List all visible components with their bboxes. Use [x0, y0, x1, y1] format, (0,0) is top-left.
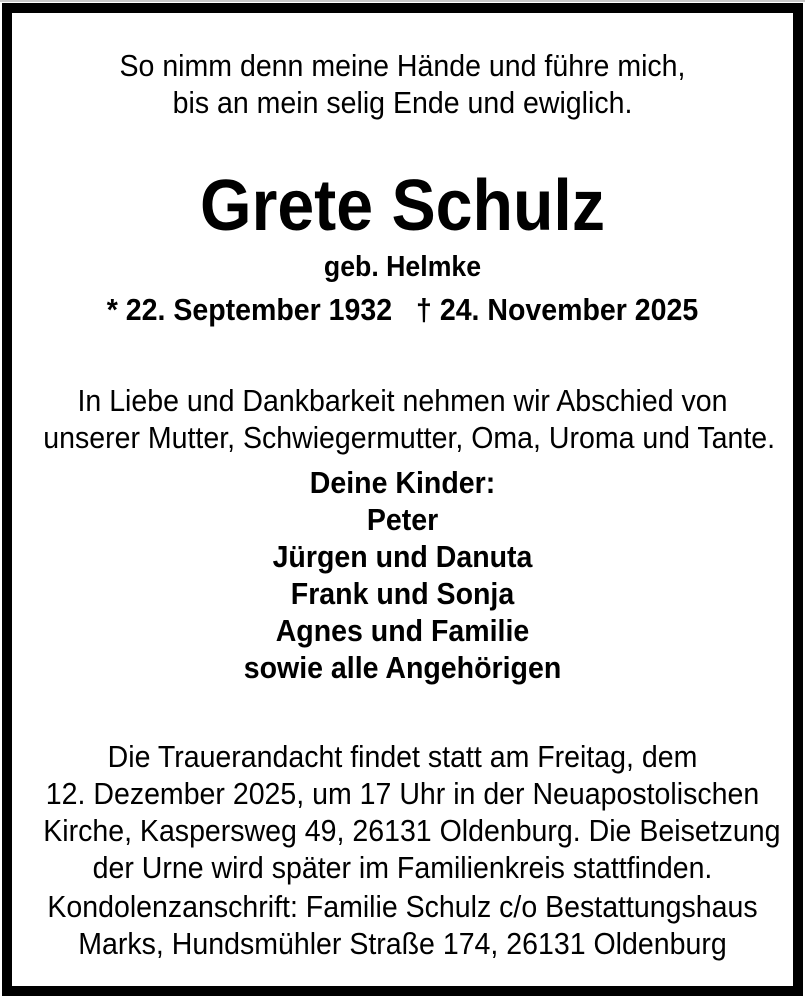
mourners-heading: Deine Kinder: [309, 465, 496, 500]
service-line: der Urne wird später im Familienkreis stattfinden. [92, 850, 713, 885]
farewell-line: In Liebe und Dankbarkeit nehmen wir Abschied von [77, 383, 728, 418]
service-line: Die Trauerandacht findet statt am Freitag, dem [107, 739, 698, 774]
service-line: 12. Dezember 2025, um 17 Uhr in der Neuapostolischen [45, 776, 760, 811]
verse-line: So nimm denn meine Hände und führe mich, [119, 48, 686, 83]
farewell-paragraph [43, 382, 776, 456]
deceased-name [43, 165, 762, 247]
mourner-line: Agnes und Familie [275, 613, 530, 648]
mourner-line: Peter [366, 502, 439, 537]
condolence-paragraph [43, 888, 762, 962]
death-date: † 24. November 2025 [416, 292, 699, 327]
mourner-line: Frank und Sonja [290, 576, 515, 611]
memorial-verse [43, 47, 762, 121]
mourner-line: Jürgen und Danuta [272, 539, 533, 574]
maiden-name-text: geb. Helmke [323, 251, 482, 283]
maiden-name [43, 249, 762, 285]
condolence-line: Kondolenzanschrift: Familie Schulz c/o Bestattungshaus [47, 889, 758, 924]
farewell-line: unserer Mutter, Schwiegermutter, Oma, Uroma und Tante. [43, 420, 776, 455]
scan-edge-artifact [0, 0, 805, 2]
deceased-name-text: Grete Schulz [200, 166, 605, 246]
service-line: Kirche, Kaspersweg 49, 26131 Oldenburg. Die Beisetzung [43, 813, 781, 848]
condolence-line: Marks, Hundsmühler Straße 174, 26131 Oldenburg [78, 926, 727, 961]
mourner-line: sowie alle Angehörigen [243, 650, 562, 685]
life-dates [43, 291, 762, 328]
mourners-list [43, 464, 762, 686]
notice-content [43, 13, 781, 986]
service-paragraph [43, 738, 781, 886]
birth-date: * 22. September 1932 [106, 292, 393, 327]
verse-line: bis an mein selig Ende und ewiglich. [172, 85, 633, 120]
